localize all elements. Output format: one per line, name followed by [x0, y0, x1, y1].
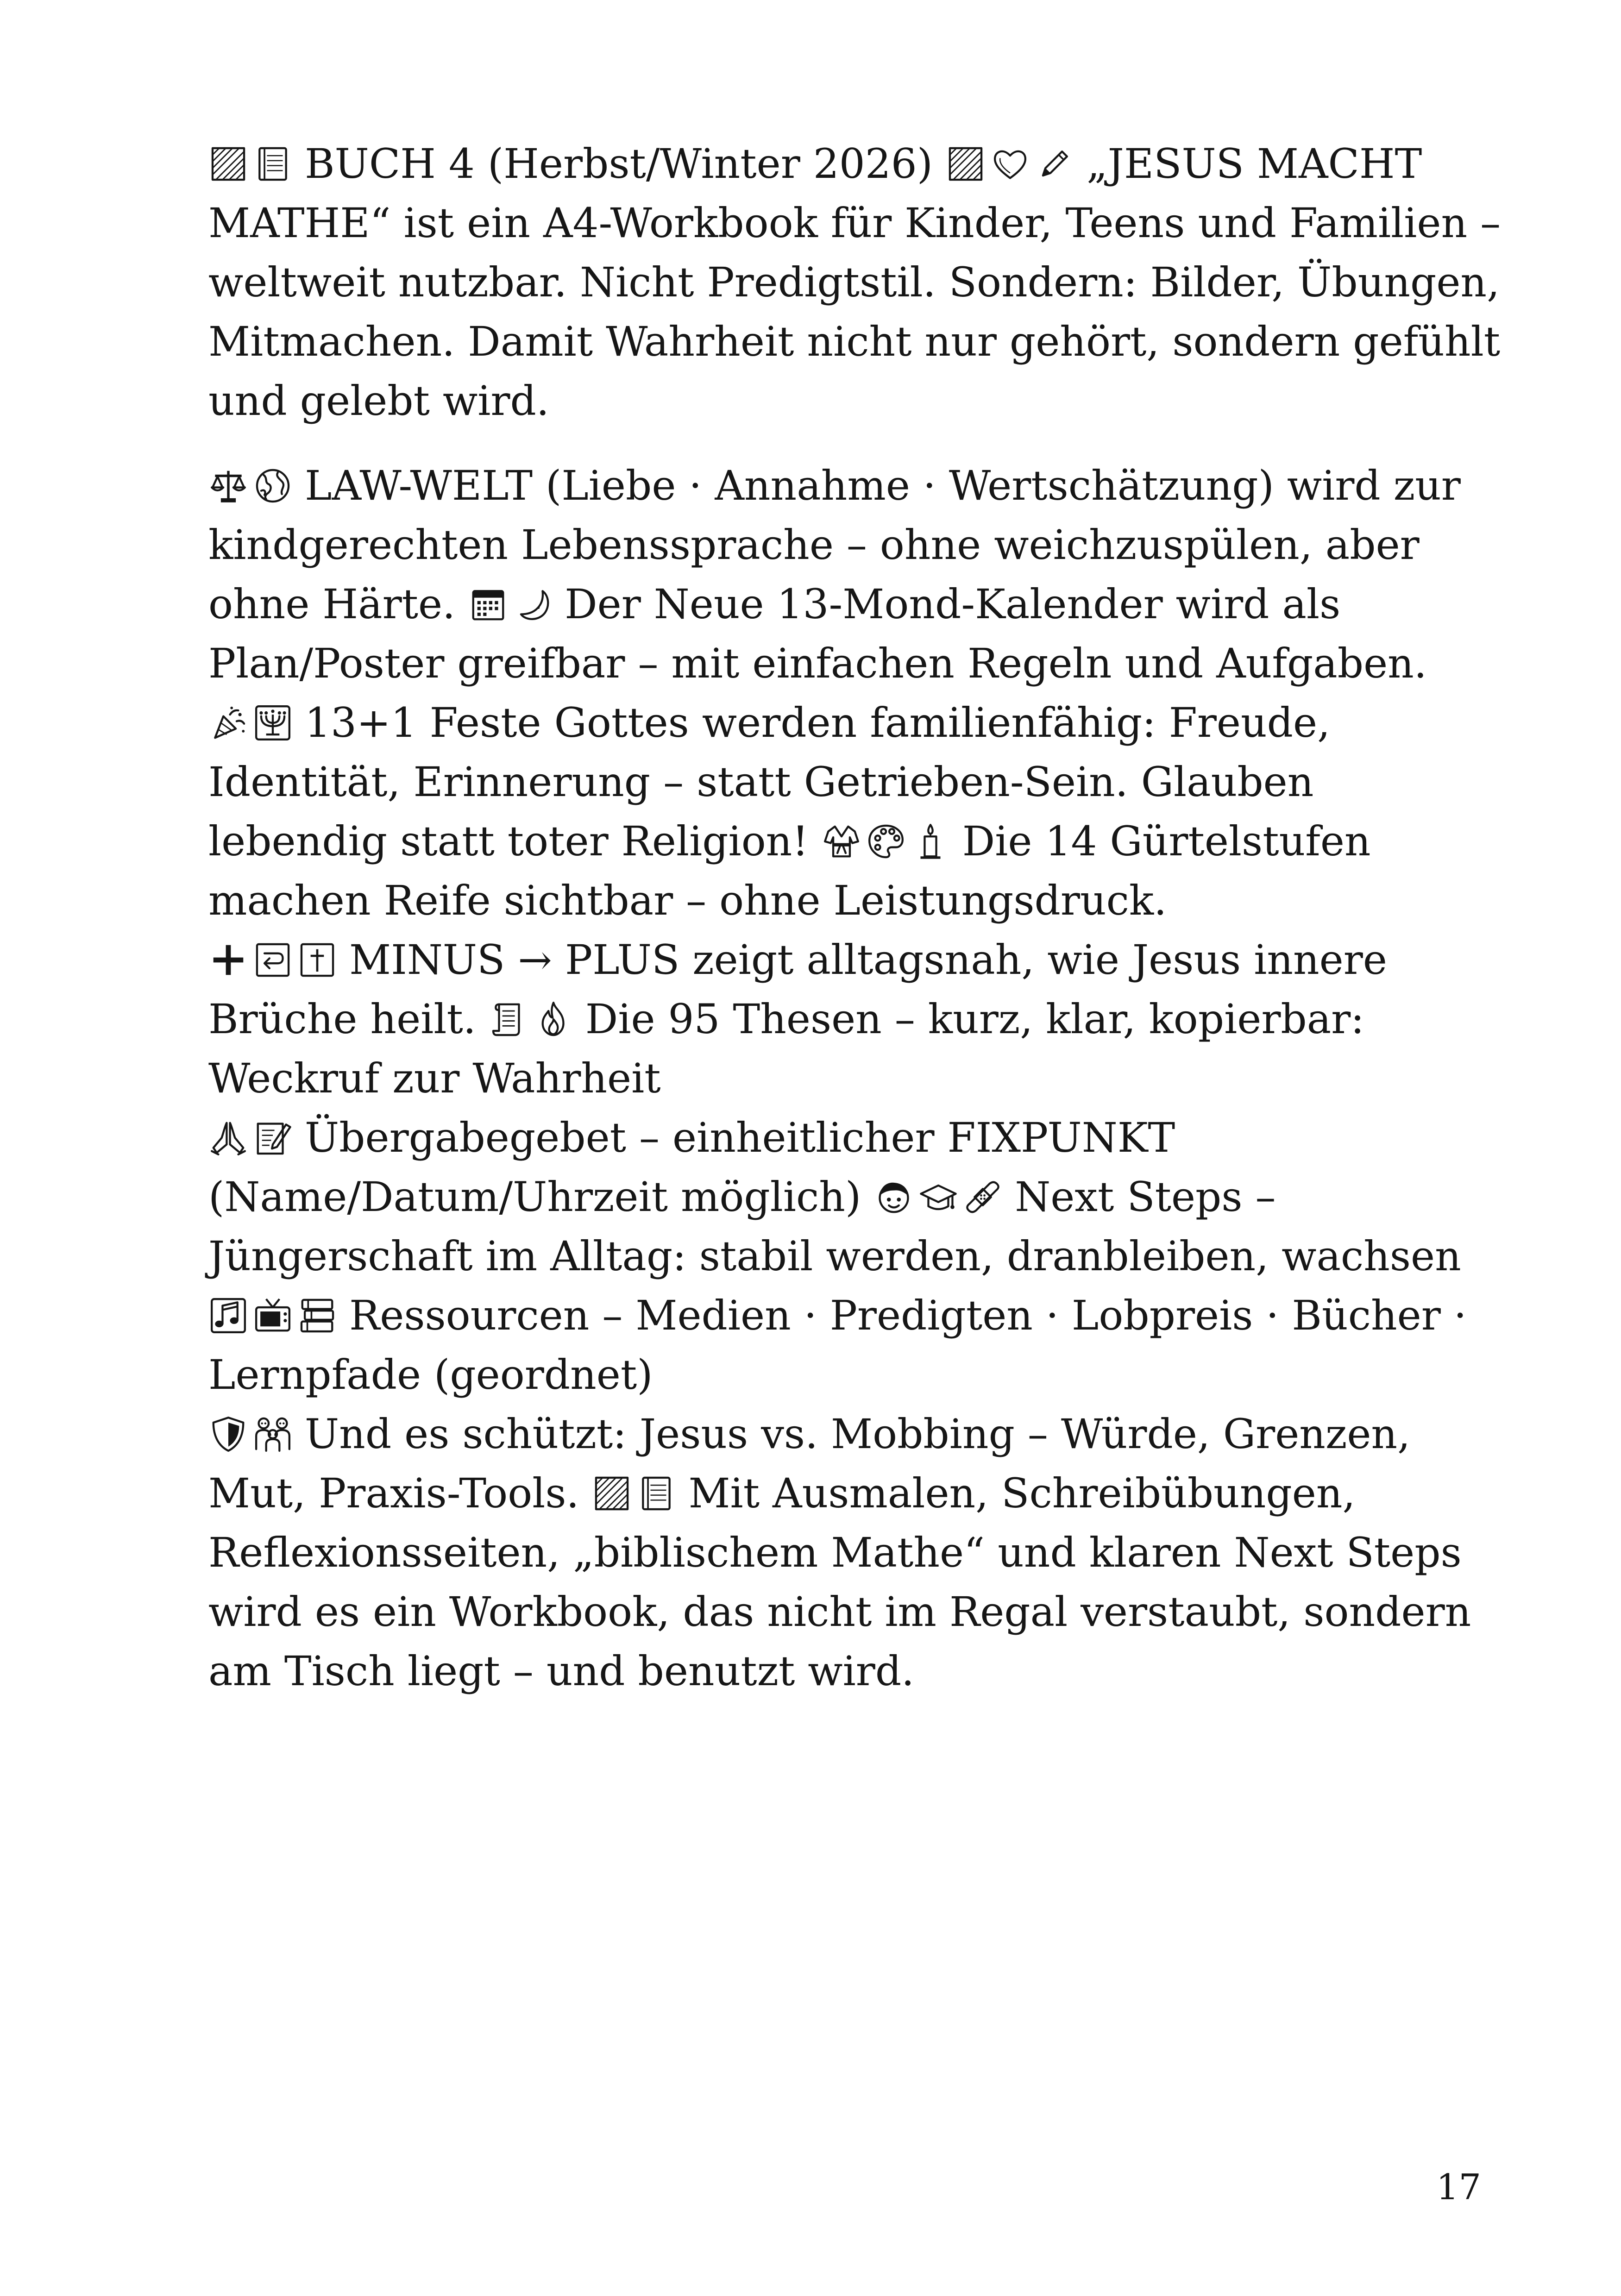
segment-text: 13+1 Feste Gottes werden familienfähig: Freude, Identität, Erinnerung – statt Getrieben-Sein. Glauben lebendig statt toter Religion! — [208, 699, 1331, 865]
page-number: 17 — [1436, 2166, 1481, 2208]
heart-icon — [990, 144, 1030, 184]
cross-icon — [297, 940, 337, 980]
segment-text: Übergabegebet – einheitlicher FIXPUNKT (Name/Datum/Uhrzeit möglich) — [208, 1114, 1175, 1221]
hatched-square-icon — [946, 144, 986, 184]
menorah-icon — [253, 703, 293, 743]
memo-icon — [253, 1118, 293, 1158]
praying-hands-icon — [208, 1118, 248, 1158]
paragraph-mobbing — [208, 1405, 1505, 1701]
paragraph-uebergabegebet — [208, 1108, 1505, 1286]
segment-text: Der Neue 13-Mond-Kalender wird als Plan/Poster greifbar – mit einfachen Regeln und Aufgaben. — [208, 580, 1427, 687]
music-notes-icon — [208, 1296, 248, 1336]
paragraph-ressourcen — [208, 1286, 1505, 1405]
martial-arts-uniform-icon — [822, 822, 861, 861]
book-icon — [636, 1474, 676, 1513]
segment-text: „JESUS MACHT MATHE“ ist ein A4-Workbook für Kinder, Teens und Familien – weltweit nutzbar. Nicht Predigtstil. Sondern: Bilder, Übungen, Mitmachen. Damit Wahrheit nicht nur gehört, sondern gefühlt und gelebt wird. — [208, 140, 1501, 425]
segment-text: Die 95 Thesen – kurz, klar, kopierbar: Weckruf zur Wahrheit — [208, 995, 1364, 1102]
family-icon — [253, 1414, 293, 1454]
segment-text: Next Steps – Jüngerschaft im Alltag: stabil werden, dranbleiben, wachsen — [208, 1173, 1461, 1280]
text-block — [208, 134, 1505, 1701]
segment-text: Die 14 Gürtelstufen machen Reife sichtbar – ohne Leistungsdruck. — [208, 817, 1371, 924]
paragraph-feste — [208, 693, 1505, 930]
segment-text: Ressourcen – Medien · Predigten · Lobpreis · Bücher · Lernpfade (geordnet) — [208, 1292, 1467, 1399]
scroll-icon — [489, 999, 529, 1039]
paragraph-segment — [208, 140, 933, 188]
paragraph-minus-plus — [208, 930, 1505, 1108]
bandage-icon — [963, 1177, 1003, 1217]
flame-icon — [534, 999, 573, 1039]
palette-icon — [866, 822, 906, 861]
television-icon — [253, 1296, 293, 1336]
graduation-cap-icon — [918, 1177, 958, 1217]
paragraph-segment — [208, 1292, 1467, 1399]
return-arrow-icon — [253, 940, 293, 980]
plus-icon — [208, 940, 248, 980]
child-face-icon — [874, 1177, 914, 1217]
book-icon — [253, 144, 293, 184]
hatched-square-icon — [592, 1474, 632, 1513]
paragraph-law-welt — [208, 456, 1505, 693]
segment-text: MINUS → PLUS zeigt alltagsnah, wie Jesus innere Brüche heilt. — [208, 936, 1387, 1043]
segment-text: Und es schützt: Jesus vs. Mobbing – Würde, Grenzen, Mut, Praxis-Tools. — [208, 1410, 1411, 1517]
segment-text: Mit Ausmalen, Schreibübungen, Reflexionsseiten, „biblischem Mathe“ und klaren Next Steps wird es ein Workbook, das nicht im Regal verstaubt, sondern am Tisch liegt – und benutzt wird. — [208, 1469, 1471, 1695]
calendar-icon — [468, 584, 508, 624]
hatched-square-icon — [208, 144, 248, 184]
globe-icon — [253, 466, 293, 506]
paragraph-book-intro — [208, 134, 1505, 431]
party-popper-icon — [208, 703, 248, 743]
scales-icon — [208, 466, 248, 506]
pencil-icon — [1035, 144, 1074, 184]
segment-text: LAW-WELT (Liebe · Annahme · Wertschätzung) wird zur kindgerechten Lebenssprache – ohne weichzuspülen, aber ohne Härte. — [208, 462, 1461, 628]
shield-icon — [208, 1414, 248, 1454]
segment-text: BUCH 4 (Herbst/Winter 2026) — [305, 140, 933, 188]
crescent-moon-icon — [513, 584, 553, 624]
candle-icon — [911, 822, 950, 861]
book-stack-icon — [297, 1296, 337, 1336]
